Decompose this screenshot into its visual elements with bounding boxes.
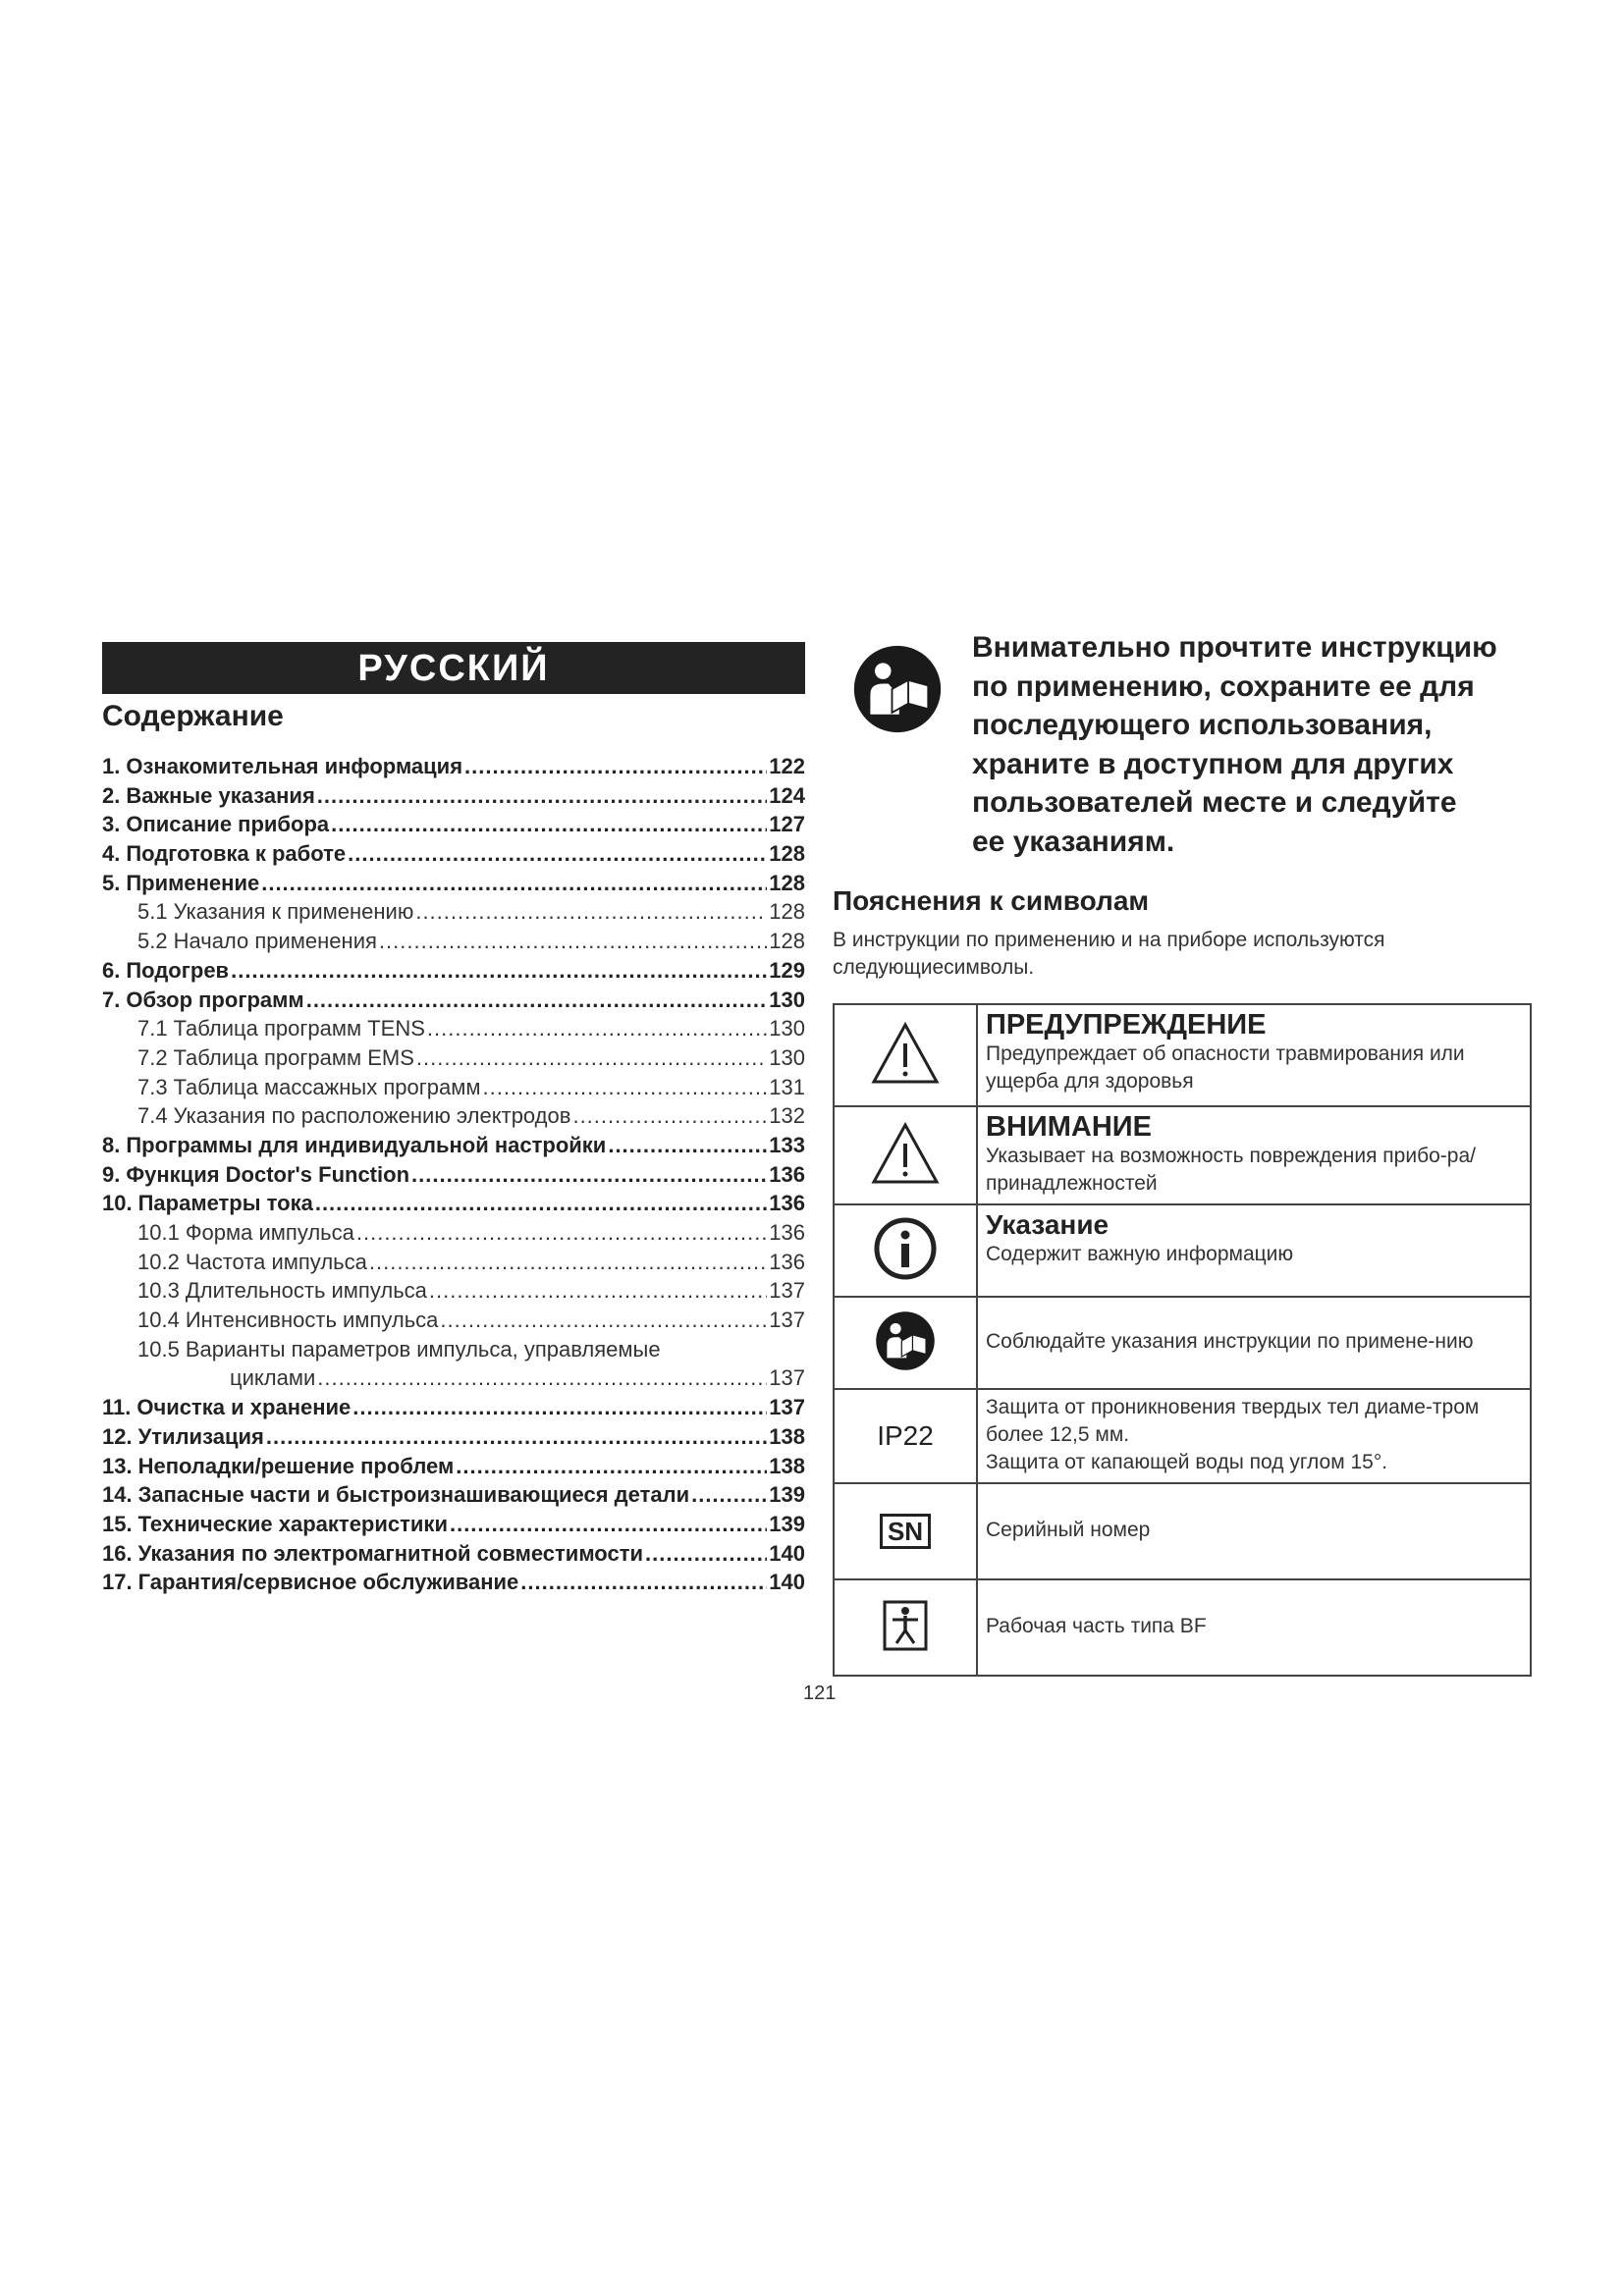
toc-entry	[102, 869, 805, 898]
toc-entry-page: 139	[769, 1482, 805, 1508]
symbols-table	[833, 1003, 1532, 1677]
symbol-description	[977, 1389, 1531, 1483]
toc-leader-dots	[456, 1452, 767, 1481]
toc-entry	[102, 927, 805, 956]
toc-entry	[102, 897, 805, 927]
toc-leader-dots	[416, 1043, 767, 1073]
read-manual-icon	[852, 644, 943, 734]
toc-leader-dots	[429, 1276, 767, 1306]
read-instructions-line: ее указаниям.	[972, 825, 1175, 858]
read-instructions-line: последующего использования,	[972, 709, 1433, 741]
symbol-row	[834, 1106, 1531, 1204]
toc-entry-title: Очистка и хранение	[136, 1395, 352, 1420]
toc-entry-page: 128	[769, 870, 805, 895]
read-instructions-line: пользователей месте и следуйте	[972, 786, 1457, 819]
read-instructions-line: по применению, сохраните ее для	[972, 669, 1475, 703]
toc-leader-dots	[520, 1568, 767, 1597]
toc-entry-number: 2.	[102, 782, 121, 808]
toc-entry-page: 137	[769, 1278, 805, 1304]
toc-entry-number: 10.2	[137, 1249, 180, 1274]
toc-entry	[102, 1306, 805, 1335]
symbol-description	[977, 1297, 1531, 1389]
toc-entry-page: 136	[769, 1220, 805, 1245]
toc-entry-page: 137	[769, 1395, 805, 1420]
toc-entry	[102, 1276, 805, 1306]
toc-leader-dots	[440, 1306, 767, 1335]
toc-entry-number: 7.4	[137, 1103, 168, 1129]
symbols-heading: Пояснения к символам	[833, 885, 1150, 916]
symbol-description	[977, 1106, 1531, 1204]
serial-number-icon: SN	[880, 1514, 931, 1549]
toc-entry-title: Программы для индивидуальной настройки	[126, 1132, 607, 1157]
toc-heading: Содержание	[102, 700, 284, 732]
symbol-cell	[834, 1483, 977, 1579]
toc-leader-dots	[427, 1014, 767, 1043]
symbol-row	[834, 1204, 1531, 1297]
toc-entry	[102, 1218, 805, 1248]
symbol-text: Защита от проникновения твердых тел диаме-тром более 12,5 мм.	[986, 1396, 1480, 1446]
toc-entry-title: Запасные части и быстроизнашивающиеся детали	[137, 1482, 690, 1508]
toc-entry	[102, 810, 805, 839]
toc-entry-number: 12.	[102, 1423, 133, 1449]
symbol-cell	[834, 1389, 977, 1483]
toc-entry-number: 7.	[102, 987, 121, 1012]
toc-entry-title: Подготовка к работе	[126, 841, 347, 867]
toc-entry	[102, 1568, 805, 1597]
toc-leader-dots	[379, 927, 767, 956]
toc-leader-dots	[306, 986, 768, 1015]
toc-entry	[102, 1248, 805, 1277]
toc-entry-title: Неполадки/решение проблем	[137, 1453, 455, 1478]
toc-entry-number: 1.	[102, 754, 121, 778]
toc-leader-dots	[352, 1393, 767, 1422]
symbol-text: Содержит важную информацию	[986, 1243, 1294, 1265]
toc-leader-dots	[572, 1101, 767, 1131]
symbol-row	[834, 1483, 1531, 1579]
read-instructions-line: храните в доступном для других	[972, 747, 1454, 780]
toc-entry-title: Таблица программ TENS	[173, 1016, 425, 1041]
read-manual-icon	[875, 1310, 936, 1371]
toc-entry	[102, 1452, 805, 1481]
toc-entry	[102, 1073, 805, 1102]
page-number: 121	[803, 1682, 837, 1704]
toc-entry-title: Варианты параметров импульса, управляемые	[185, 1336, 661, 1362]
toc-entry-page: 128	[769, 929, 805, 954]
toc-entry	[102, 1189, 805, 1218]
symbol-text: Рабочая часть типа BF	[986, 1615, 1207, 1637]
toc-leader-dots	[450, 1510, 767, 1539]
toc-entry-number: 9.	[102, 1161, 121, 1187]
toc-leader-dots	[356, 1218, 767, 1248]
symbol-row	[834, 1297, 1531, 1389]
toc-entry-title: Указания по электромагнитной совместимости	[137, 1540, 643, 1566]
toc-entry-number: 8.	[102, 1132, 121, 1157]
toc-entry-page: 140	[769, 1570, 805, 1595]
toc-entry-page: 128	[769, 841, 805, 867]
toc-entry-number: 17.	[102, 1570, 133, 1595]
toc-entry-page: 132	[769, 1103, 805, 1129]
bf-applied-part-icon	[883, 1600, 928, 1651]
symbol-row	[834, 1579, 1531, 1676]
symbol-description	[977, 1004, 1531, 1106]
toc-entry-number: 5.2	[137, 929, 168, 954]
toc-entry-page: 138	[769, 1423, 805, 1449]
toc-entry-page: 140	[769, 1540, 805, 1566]
symbol-text: Серийный номер	[986, 1519, 1151, 1541]
toc-entry-page: 136	[769, 1249, 805, 1274]
toc-leader-dots	[608, 1131, 767, 1160]
toc-entry-title: Описание прибора	[126, 812, 330, 837]
toc-entry-page: 128	[769, 899, 805, 925]
toc-entry	[102, 1510, 805, 1539]
toc-entry	[102, 1335, 805, 1364]
toc-leader-dots	[482, 1073, 767, 1102]
toc-entry-title: Интенсивность импульса	[185, 1308, 439, 1333]
toc-entry	[102, 1131, 805, 1160]
toc-entry-title: Ознакомительная информация	[126, 754, 463, 778]
toc-entry	[102, 1101, 805, 1131]
language-banner: РУССКИЙ	[102, 642, 805, 694]
toc-entry-title: Таблица массажных программ	[173, 1074, 481, 1099]
symbol-cell	[834, 1297, 977, 1389]
toc-entry-page: 130	[769, 1016, 805, 1041]
toc-entry	[102, 1393, 805, 1422]
toc-entry-continuation	[102, 1363, 805, 1393]
caution-triangle-icon	[871, 1122, 940, 1185]
symbol-row	[834, 1004, 1531, 1106]
toc-leader-dots	[331, 810, 767, 839]
ip22-mark: IP22	[877, 1420, 934, 1451]
toc-entry-title: Гарантия/сервисное обслуживание	[137, 1570, 519, 1595]
toc-entry	[102, 1014, 805, 1043]
toc-entry-page: 129	[769, 957, 805, 983]
toc-leader-dots	[464, 752, 767, 781]
toc-entry	[102, 839, 805, 869]
toc-entry-number: 10.5	[137, 1336, 180, 1362]
toc-entry-number: 11.	[102, 1395, 132, 1420]
toc-entry-page: 136	[769, 1161, 805, 1187]
toc-entry	[102, 986, 805, 1015]
toc-entry-page: 137	[769, 1365, 805, 1391]
symbol-title: Указание	[986, 1209, 1110, 1240]
toc-entry-page: 133	[769, 1132, 805, 1157]
toc-entry-title: Утилизация	[137, 1423, 264, 1449]
toc-entry	[102, 1422, 805, 1452]
toc-leader-dots	[348, 839, 767, 869]
toc-leader-dots	[261, 869, 767, 898]
toc-leader-dots	[266, 1422, 767, 1452]
symbol-text: Защита от капающей воды под углом 15°.	[986, 1451, 1388, 1473]
symbol-text: Соблюдайте указания инструкции по примене-нию	[986, 1330, 1474, 1353]
symbol-cell	[834, 1204, 977, 1297]
toc-entry	[102, 752, 805, 781]
table-of-contents	[102, 752, 805, 1597]
symbol-description	[977, 1483, 1531, 1579]
toc-entry-number: 10.4	[137, 1308, 180, 1333]
toc-entry	[102, 1160, 805, 1190]
toc-entry-number: 16.	[102, 1540, 133, 1566]
toc-entry-page: 127	[769, 812, 805, 837]
toc-entry	[102, 1043, 805, 1073]
toc-entry-number: 5.1	[137, 899, 168, 925]
toc-entry-title: Применение	[126, 870, 260, 895]
read-instructions-line: Внимательно прочтите инструкцию	[972, 631, 1497, 664]
symbols-intro: В инструкции по применению и на приборе используются следующиесимволы.	[833, 929, 1385, 979]
toc-leader-dots	[317, 1363, 767, 1393]
toc-entry-page: 130	[769, 987, 805, 1012]
toc-entry-title: Длительность импульса	[185, 1278, 427, 1304]
toc-leader-dots	[231, 956, 767, 986]
toc-entry-number: 7.3	[137, 1074, 168, 1099]
toc-entry-number: 3.	[102, 812, 121, 837]
toc-entry-page: 137	[769, 1308, 805, 1333]
toc-entry-title: Форма импульса	[185, 1220, 354, 1245]
toc-entry-number: 5.	[102, 870, 121, 895]
toc-entry-title: Указания к применению	[173, 899, 414, 925]
toc-entry-page: 136	[769, 1191, 805, 1216]
toc-entry	[102, 1539, 805, 1569]
symbol-title: ВНИМАНИЕ	[986, 1111, 1152, 1143]
symbol-cell	[834, 1579, 977, 1676]
warning-triangle-icon	[871, 1022, 940, 1085]
toc-entry-number: 4.	[102, 841, 121, 867]
toc-entry-number: 6.	[102, 957, 121, 983]
toc-leader-dots	[315, 1189, 767, 1218]
toc-entry-number: 7.1	[137, 1016, 168, 1041]
symbol-text: Предупреждает об опасности травмирования или ущерба для здоровья	[986, 1042, 1465, 1093]
toc-leader-dots	[411, 1160, 767, 1190]
toc-entry-title: Указания по расположению электродов	[173, 1103, 571, 1129]
toc-entry-number: 10.1	[137, 1220, 180, 1245]
toc-entry-page: 131	[769, 1074, 805, 1099]
toc-entry-title: циклами	[230, 1365, 316, 1391]
toc-entry-title: Обзор программ	[126, 987, 304, 1012]
toc-entry-page: 122	[769, 754, 805, 778]
toc-leader-dots	[691, 1480, 767, 1510]
toc-entry-number: 10.	[102, 1191, 133, 1216]
toc-entry-number: 13.	[102, 1453, 133, 1478]
toc-entry-title: Частота импульса	[185, 1249, 367, 1274]
toc-entry-title: Технические характеристики	[137, 1511, 448, 1536]
read-instructions-note	[972, 628, 1522, 861]
toc-leader-dots	[645, 1539, 767, 1569]
toc-entry-number: 10.3	[137, 1278, 180, 1304]
toc-entry-number: 14.	[102, 1482, 133, 1508]
symbol-cell	[834, 1004, 977, 1106]
toc-entry-title: Функция Doctor's Function	[126, 1161, 410, 1187]
symbol-text: Указывает на возможность повреждения прибо-ра/принадлежностей	[986, 1145, 1476, 1195]
toc-entry-title: Таблица программ EMS	[173, 1044, 414, 1070]
toc-entry-title: Начало применения	[173, 929, 377, 954]
symbol-description	[977, 1204, 1531, 1297]
toc-entry-page: 124	[769, 782, 805, 808]
symbol-row	[834, 1389, 1531, 1483]
toc-leader-dots	[369, 1248, 767, 1277]
toc-entry	[102, 1480, 805, 1510]
toc-entry	[102, 781, 805, 811]
toc-entry-title: Важные указания	[126, 782, 315, 808]
toc-leader-dots	[317, 781, 767, 811]
toc-entry-title: Параметры тока	[137, 1191, 313, 1216]
toc-entry-title: Подогрев	[126, 957, 230, 983]
toc-entry-number: 15.	[102, 1511, 133, 1536]
toc-entry-page: 138	[769, 1453, 805, 1478]
info-icon	[873, 1216, 938, 1281]
symbol-description	[977, 1579, 1531, 1676]
toc-entry-page: 139	[769, 1511, 805, 1536]
symbol-title: ПРЕДУПРЕЖДЕНИЕ	[986, 1009, 1267, 1041]
symbol-cell	[834, 1106, 977, 1204]
toc-entry-number: 7.2	[137, 1044, 168, 1070]
toc-entry-page: 130	[769, 1044, 805, 1070]
toc-leader-dots	[415, 897, 767, 927]
toc-entry	[102, 956, 805, 986]
